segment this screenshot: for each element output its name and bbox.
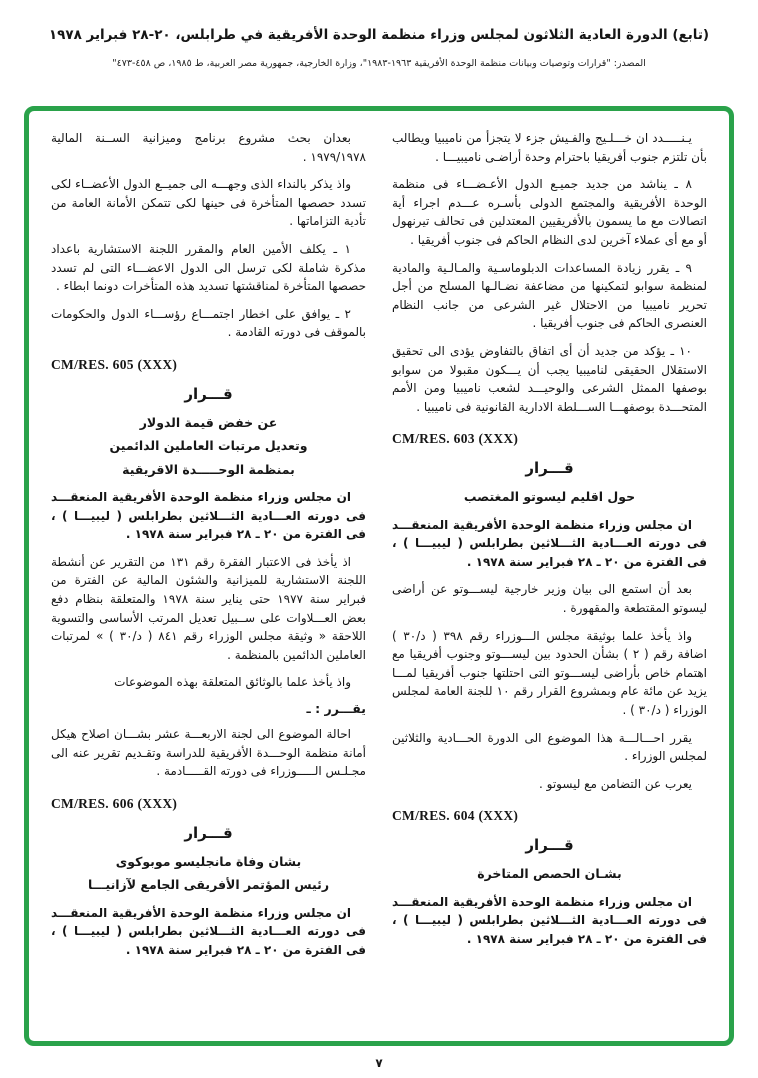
body-paragraph: ان مجلس وزراء منظمة الوحدة الأفريقية المنعقـــد فى دورته العـــادية الثـــلاثين بطرابلس ( ليبيـــا ) ، فى الفترة من ٢٠ ـ ٢٨ فبراير سنة ١٩٧٨ . <box>392 517 707 569</box>
resolution-title: قـــرار <box>184 384 233 403</box>
resolution-code: CM/RES. 604 (XXX) <box>392 808 519 824</box>
body-paragraph: واذ يأخذ علما بالوثائق المتعلقة بهذه الموضوعات <box>114 675 351 690</box>
resolution-subtitle: حول اقليم ليسوتو المغتصب <box>463 489 636 505</box>
resolution-subtitle: بمنظمة الوحـــــدة الاقريقية <box>122 461 295 477</box>
resolution-subtitle: وتعديل مرتبات العاملين الدائمين <box>109 438 308 454</box>
document-header-title: (تابع) الدورة العادية الثلاثون لمجلس وزراء منظمة الوحدة الأفريقية في طرابلس، ٢٠-٢٨ فبراير ١٩٧٨ <box>48 27 710 43</box>
green-border-frame <box>24 106 734 1046</box>
page-number: ٧ <box>375 1056 383 1070</box>
resolution-code: CM/RES. 605 (XXX) <box>51 356 178 372</box>
resolution-subtitle: بشان وفاة مانجليسو موبوكوى <box>115 853 302 869</box>
decree-line: يقـــرر : ـ <box>306 701 366 716</box>
body-paragraph: بعد أن استمع الى بيان وزير خارجية ليســـوتو عن أراضى ليسوتو المقتطعة والمقهورة . <box>392 582 707 616</box>
resolution-subtitle: بشـان الحصص المتاخرة <box>477 866 622 882</box>
body-paragraph: ١ ـ يكلف الأمين العام والمقرر اللجنة الاستشارية باعداد مذكرة شاملة لكى ترسل الى الدول الاعضـــاء التى لم تسدد حصصها المتأخرة لمناقشتها تسديد هذه المتأخرات دونما ابطاء . <box>51 241 366 294</box>
body-paragraph: ان مجلس وزراء منظمة الوحدة الأفريقية المنعقـــد فى دورته العـــادية الثـــلاثين بطرابلس ( ليبيـــا ) ، فى الفترة من ٢٠ ـ ٢٨ فبراير سنة ١٩٧٨ . <box>392 894 707 946</box>
body-paragraph: احالة الموضوع الى لجنة الاربعـــة عشر بشـــان اصلاح هيكل أمانة منظمة الوحـــدة الأفريقية للدراسة وتقـديم تقرير عنه الى مجـلـس الـــــوزراء فى دورته القـــــادمة . <box>51 727 366 779</box>
resolution-title: قـــرار <box>184 823 233 842</box>
body-paragraph: ٨ ـ يناشد من جديد جميـع الدول الأعـضـــاء فى منظمة الوحدة الأفريقية والمجتمع الدولى بأسـره عـــدم اجراء أية اتصالات مع ما يسمون بالأفريقيين المعتدلين فى تحالف تيرنهول أو مع أى عملاء آخرين لدى النظام الحاكم فى جنوب أفريقيا . <box>392 177 707 247</box>
resolution-title: قـــرار <box>525 459 574 478</box>
resolution-code: CM/RES. 606 (XXX) <box>51 795 178 811</box>
column-left <box>51 129 366 1023</box>
body-paragraph: يعرب عن التضامن مع ليسوتو . <box>539 776 692 791</box>
two-column-text-area <box>51 129 707 1023</box>
resolution-title: قـــرار <box>525 836 574 855</box>
body-paragraph: يـنـــــدد ان خـــلـيج والفـيش جزء لا يتجزأ من ناميبيا ويطالب بأن تلتزم جنوب أفريقيا باحترام وحدة أراضـى ناميبيـــا . <box>392 131 707 164</box>
body-paragraph: ١٠ ـ يؤكد من جديد أن أى اتفاق بالتفاوض يؤدى الى تحقيق الاستقلال الحقيقى لناميبيا يجب أن يـــكون مقبولا من سوابو بوصفها الممثل الشرعى والوحيـــد لشعب ناميبيا ومن الأمم المتحـــدة بوصفهـــا الســـلطة الادارية القانونية فى ناميبيا . <box>392 343 707 414</box>
document-source-line: المصدر: "قرارات وتوصيات وبيانات منظمة الوحدة الأفريقية ١٩٦٣-١٩٨٣"، وزارة الخارجية، جمهورية مصر العربية، ط ١٩٨٥، ص ٤٥٨-٤٧٣" <box>112 57 646 69</box>
body-paragraph: بعدان بحث مشروع برنامج وميزانية الســنة المالية ١٩٧٩/١٩٧٨ . <box>51 131 366 164</box>
resolution-subtitle: رئيس المؤتمر الأفريقى الجامع لآزانيـــا <box>87 877 330 893</box>
body-paragraph: ٢ ـ يوافق على اخطار اجتمـــاع رؤســـاء الدول والحكومات بالموقف فى دورته القادمة . <box>51 306 366 340</box>
body-paragraph: واذ يذكر بالنداء الذى وجهـــه الى جميــع الدول الأعضــاء لكى تسدد حصصها المتأخرة فى حينها لكى تتمكن الأمانة العامة من تأدية التزاماتها . <box>51 177 366 229</box>
body-paragraph: ان مجلس وزراء منظمة الوحدة الأفريقية المنعقـــد فى دورته العـــادية الثـــلاثين بطرابلس ( ليبيـــا ) ، فى الفترة من ٢٠ ـ ٢٨ فبراير سنة ١٩٧٨ . <box>51 905 366 957</box>
body-paragraph: واذ يأخذ علما بوثيقة مجلس الـــوزراء رقم ٣٩٨ ( د/٣٠ ) اضافة رقم ( ٢ ) بشأن الحدود بين ليســـوتو وجنوب أفريقيا مع اهتمام خاص بأراضى ليســـوتو التى احتلتها جنوب أفريقيا لمـــا يزيد عن مائة عام وبمشروع القرار رقم ١٠ للجنة العامة لمجلس الوزراء ( د/٣٠ ) . <box>392 628 707 718</box>
document-header <box>0 0 758 69</box>
resolution-code: CM/RES. 603 (XXX) <box>392 431 519 447</box>
body-paragraph: اذ يأخذ فى الاعتبار الفقرة رقم ١٣١ من التقرير عن أنشطة اللجنة الاستشارية للميزانية والشئون المالية عن الفترة من فبراير سنة ١٩٧٧ حتى يناير سنة ١٩٧٨ والمتعلقة بنظام دفع بعض العـــلاوات على ســبيل تعديل المرتب الأساسى والتسوية اللاحقة « وثيقة مجلس الوزراء رقم ٨٤١ ( د/٣٠ ) » لمرتبات العاملين الدائمين بالمنظمة . <box>51 554 366 662</box>
resolution-subtitle: عن خفض قيمة الدولار <box>139 414 278 430</box>
column-right <box>392 129 707 1023</box>
body-paragraph: ٩ ـ يقرر زيادة المساعدات الدبلوماسـية والمـالـية والمادية لمنظمة سوابو لتمكينها من مضاعفة نضـالـها المسلح من أجل تحرير ناميبيا من الاحتلال غير الشرعى من جانب النظام العنصرى الحاكم فى جنوب أفريقيا . <box>392 260 707 331</box>
body-paragraph: يقرر احـــالـــة هذا الموضوع الى الدورة الحـــادية والثلاثين لمجلس الوزراء . <box>392 730 707 764</box>
body-paragraph: ان مجلس وزراء منظمة الوحدة الأفريقية المنعقـــد فى دورته العـــادية الثـــلاثين بطرابلس ( ليبيـــا ) ، فى الفترة من ٢٠ ـ ٢٨ فبراير سنة ١٩٧٨ . <box>51 490 366 542</box>
